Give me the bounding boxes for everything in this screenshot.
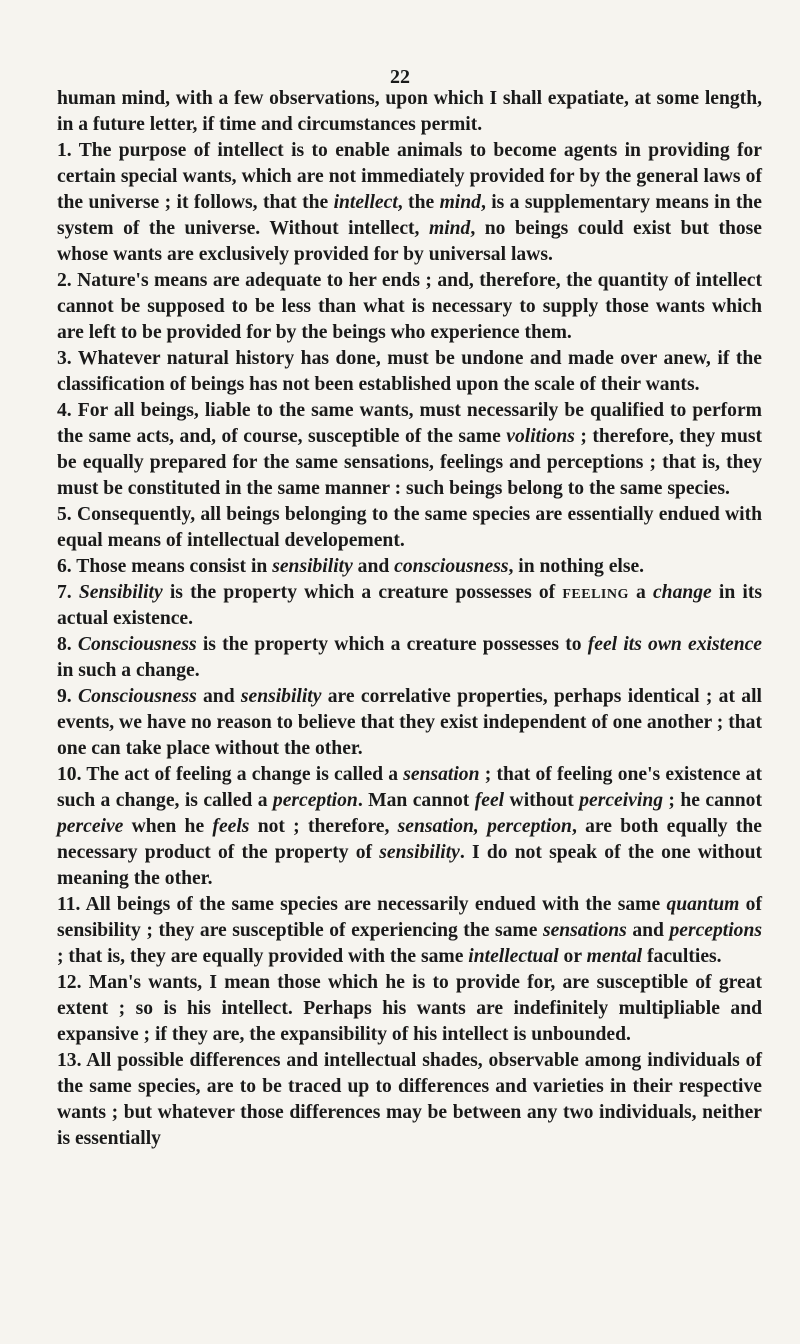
italic-text: Consciousness	[77, 634, 197, 655]
paragraph-text: . Man cannot	[357, 790, 475, 811]
italic-text: perception	[272, 790, 358, 811]
body-text	[57, 86, 762, 1152]
paragraph-number: 12.	[57, 972, 82, 993]
paragraph-text: and	[626, 920, 670, 941]
paragraph-text: All beings of the same species are necessarily endued with the same	[85, 894, 667, 915]
numbered-paragraph	[57, 138, 762, 268]
italic-text: mental	[586, 946, 643, 967]
paragraph-text: , are both equally the necessary product of the property of	[57, 816, 762, 863]
italic-text: sensations	[542, 920, 627, 941]
paragraph-number: 8.	[57, 634, 72, 655]
paragraph-text: Whatever natural history has done, must be undone and made over anew, if the classification of beings has not been established upon the scale of their wants.	[57, 348, 762, 395]
intro-paragraph: human mind, with a few observations, upon which I shall expatiate, at some length, in a future letter, if time and circumstances permit.	[57, 88, 762, 135]
paragraph-text: ; therefore, they must be equally prepared for the same sensations, feelings and perceptions ; that is, they must be constituted in the same manner : such beings belong to the same species.	[57, 426, 762, 499]
paragraph-text: ; he cannot	[663, 790, 762, 811]
paragraph-text: For all beings, liable to the same wants, must necessarily be qualified to perform the same acts, and, of course, susceptible of the same	[57, 400, 762, 447]
italic-text: mind	[439, 192, 481, 213]
paragraph-text: not ; therefore,	[249, 816, 398, 837]
paragraph-number: 9.	[57, 686, 72, 707]
paragraph-text: The purpose of intellect is to enable animals to become agents in providing for certain special wants, which are not immediately provided for by the general laws of the universe ; it follows, that the	[57, 140, 763, 213]
paragraph-text: Those means consist in	[76, 556, 273, 577]
italic-text: consciousness	[394, 556, 509, 577]
paragraph-text: . I do not speak of the one without meaning the other.	[57, 842, 762, 889]
paragraph-number: 13.	[57, 1050, 82, 1071]
paragraph-number: 10.	[57, 764, 82, 785]
italic-text: perceive	[57, 816, 124, 837]
italic-text: intellect	[333, 192, 398, 213]
paragraph-text: All possible differences and intellectual shades, observable among individuals of the same species, are to be traced up to differences and varieties in their respective wants ; but whatever those differences may be between any two individuals, neither is essentially	[57, 1050, 762, 1149]
numbered-paragraph	[57, 268, 762, 346]
paragraph-text: , no beings could exist but those whose wants are exclusively provided for by universal laws.	[57, 218, 762, 265]
italic-text: mind	[428, 218, 471, 239]
paragraph-number: 6.	[57, 556, 72, 577]
paragraph-text: without	[504, 790, 580, 811]
numbered-paragraph	[57, 892, 762, 970]
numbered-paragraph	[57, 398, 762, 502]
paragraph-text: , is a supplementary means in the system of the universe. Without intellect,	[57, 192, 762, 239]
paragraph-text: a	[628, 582, 653, 603]
numbered-paragraph	[57, 1048, 762, 1152]
smallcaps-text: feeling	[562, 582, 629, 603]
paragraph-text: is the property which a creature possesses to	[196, 634, 588, 655]
numbered-paragraph	[57, 632, 762, 684]
italic-text: sensibility	[240, 686, 322, 707]
numbered-paragraph	[57, 970, 762, 1048]
paragraph-text: , in nothing else.	[508, 556, 645, 577]
paragraph-number: 11.	[57, 894, 81, 915]
paragraph-text: Nature's means are adequate to her ends ; and, therefore, the quantity of intellect cannot be supposed to be less than what is necessary to supply those wants which are left to be provided for by the beings who experience them.	[57, 270, 762, 343]
paragraph-number: 5.	[57, 504, 72, 525]
page-number: 22	[390, 66, 410, 88]
italic-text: Consciousness	[78, 686, 197, 707]
italic-text: quantum	[666, 894, 740, 915]
paragraph-text: Man's wants, I mean those which he is to provide for, are susceptible of great extent ; so is his intellect. Perhaps his wants are indefinitely multipliable and expansive ; if they are, the expansibility of his intellect is unbounded.	[57, 972, 762, 1045]
italic-text: sensibility	[379, 842, 460, 863]
paragraph-text: when he	[123, 816, 213, 837]
paragraph-number: 4.	[57, 400, 72, 421]
paragraph-number: 1.	[57, 140, 72, 161]
paragraph-text: faculties.	[642, 946, 722, 967]
italic-text: volitions	[506, 426, 575, 447]
paragraph-text: or	[558, 946, 587, 967]
paragraph-text: in its actual existence.	[57, 582, 762, 629]
paragraph-text: , the	[397, 192, 440, 213]
italic-text: sensibility	[272, 556, 353, 577]
paragraph-text: is the property which a creature possesses of	[162, 582, 563, 603]
paragraph-text: and	[196, 686, 241, 707]
paragraph-number: 3.	[57, 348, 72, 369]
paragraph-text: ; that is, they are equally provided with the same	[57, 946, 469, 967]
italic-text: Sensibility	[78, 582, 163, 603]
italic-text: feels	[212, 816, 250, 837]
paragraph-number: 7.	[57, 582, 72, 603]
paragraph-text: are correlative properties, perhaps identical ; at all events, we have no reason to believe that they exist independent of one another ; that one can take place without the other.	[57, 686, 762, 759]
italic-text: perceiving	[579, 790, 664, 811]
paragraph-text: ; that of feeling one's existence at such a change, is called a	[57, 764, 762, 811]
paragraph-text: in such a change.	[57, 660, 200, 681]
numbered-paragraph	[57, 554, 762, 580]
italic-text: feel	[474, 790, 505, 811]
italic-text: perceptions	[669, 920, 762, 941]
italic-text: feel its own existence	[587, 634, 763, 655]
numbered-paragraph	[57, 762, 762, 892]
italic-text: sensation, perception	[397, 816, 572, 837]
paragraph-number: 2.	[57, 270, 72, 291]
numbered-paragraph	[57, 346, 762, 398]
paragraph-text: of sensibility ; they are susceptible of experiencing the same	[57, 894, 762, 941]
paragraph-text: The act of feeling a change is called a	[86, 764, 404, 785]
numbered-paragraph	[57, 502, 762, 554]
italic-text: change	[652, 582, 712, 603]
italic-text: intellectual	[468, 946, 559, 967]
italic-text: sensation	[403, 764, 480, 785]
paragraph-text: and	[352, 556, 395, 577]
numbered-paragraph	[57, 684, 762, 762]
numbered-paragraph	[57, 580, 762, 632]
paragraph-text: Consequently, all beings belonging to the same species are essentially endued with equal means of intellectual developement.	[57, 504, 762, 551]
